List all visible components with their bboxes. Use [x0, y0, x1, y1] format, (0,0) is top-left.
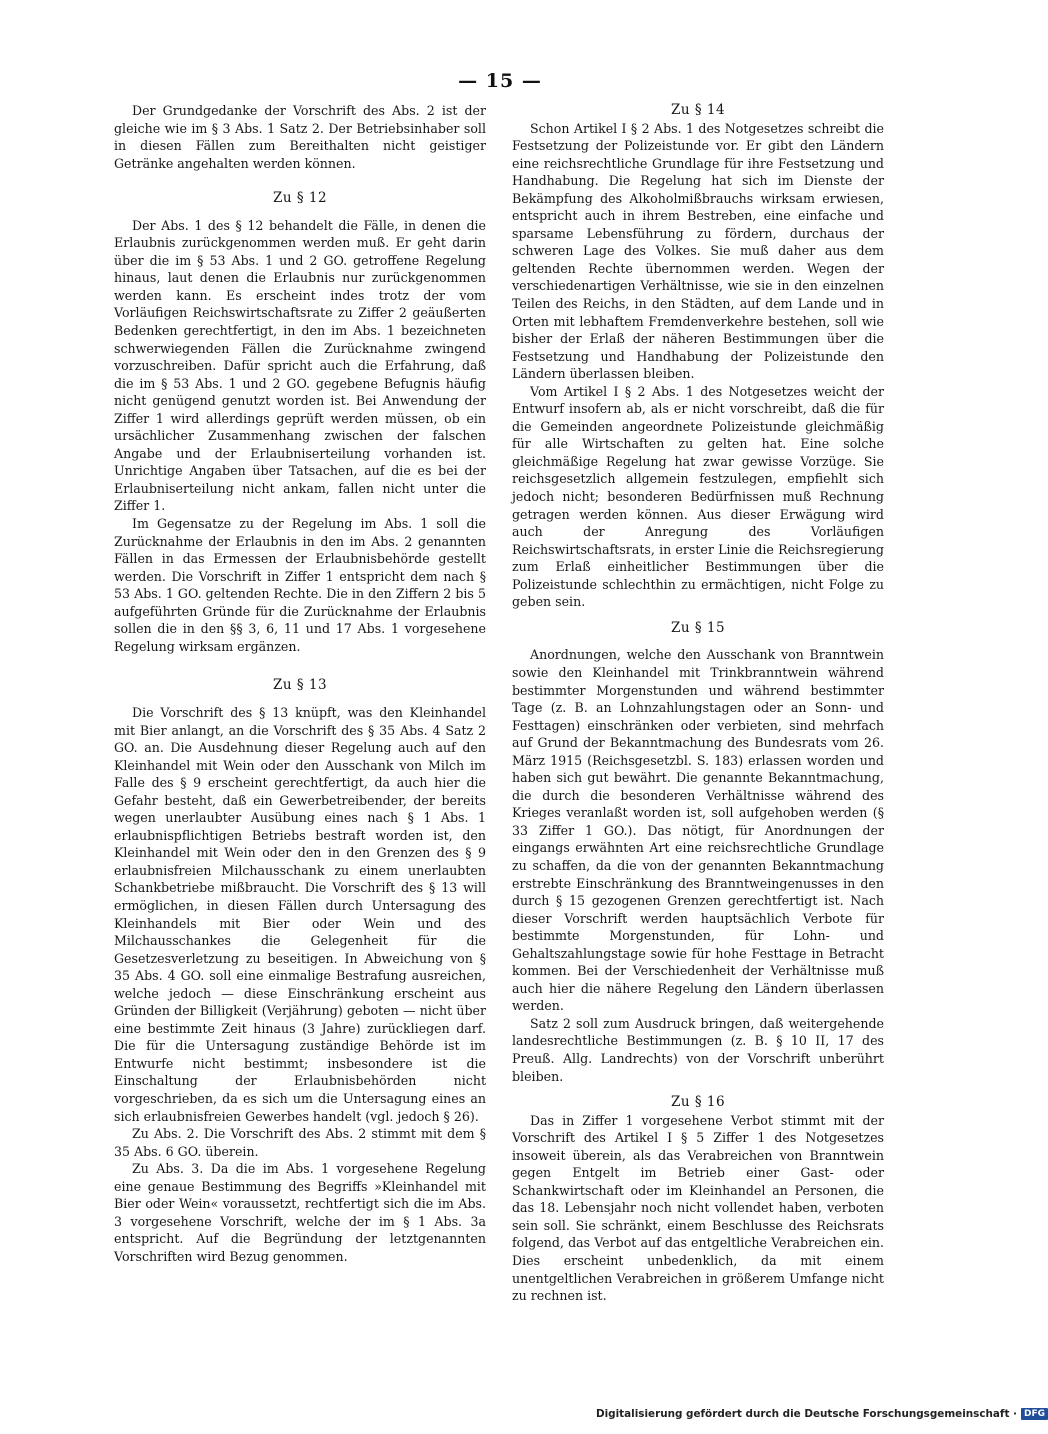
section-14-paragraph-2: Vom Artikel I § 2 Abs. 1 des Notgesetzes weicht der Entwurf insofern ab, als er nicht vorschreibt, daß die für die Gemeinden angeordnete Polizeistunde gleichmäßig für alle Wirtschaften zu gelten hat. Eine solche gleichmäßige Regelung hat zwar gewisse Vorzüge. Sie reichsgesetzlich allgemein festzulegen, empfiehlt sich jedoch nicht; besonderen Bedürfnissen muß Rechnung getragen werden können. Aus dieser Erwägung wird auch der Anregung des Vorläufigen Reichswirtschaftsrats, in erster Linie die Reichsregierung zum Erlaß einheitlicher Bestimmungen über die Polizeistunde schlechthin zu ermächtigen, nicht Folge zu geben sein.	[512, 383, 884, 610]
section-heading-16: Zu § 16	[670, 1094, 726, 1111]
page-number: — 15 —	[458, 70, 542, 92]
digitization-credit-text: Digitalisierung gefördert durch die Deutsche Forschungsgemeinschaft ·	[596, 1408, 1017, 1420]
section-12-paragraph-1: Der Abs. 1 des § 12 behandelt die Fälle, in denen die Erlaubnis zurückgenommen werden muß. Er geht darin über die im § 53 Abs. 1 und 2 GO. getroffene Regelung hinaus, laut denen die Erlaubnis nur zurückgenommen werden kann. Es erscheint indes trotz der vom Vorläufigen Reichswirtschaftsrate zu Ziffer 2 geäußerten Bedenken gerechtfertigt, in den im Abs. 1 bezeichneten schwerwiegenden Fällen die Zurücknahme zwingend vorzuschreiben. Dafür spricht auch die Erfahrung, daß die im § 53 Abs. 1 und 2 GO. gegebene Befugnis häufig nicht genügend genutzt worden ist. Bei Anwendung der Ziffer 1 wird allerdings geprüft werden müssen, ob ein ursächlicher Zusammenhang zwischen der falschen Angabe und der Erlaubniserteilung vorhanden ist. Unrichtige Angaben über Tatsachen, auf die es bei der Erlaubniserteilung nicht ankam, fallen nicht unter die Ziffer 1.	[114, 217, 486, 514]
section-15-paragraph-1: Anordnungen, welche den Ausschank von Branntwein sowie den Kleinhandel mit Trinkbranntwein während bestimmter Morgenstunden und während bestimmter Tage (z. B. an Lohnzahlungstagen oder an Sonn- und Festtagen) einschränken oder verbieten, sind mehrfach auf Grund der Bekanntmachung des Bundesrats vom 26. März 1915 (Reichsgesetzbl. S. 183) erlassen worden und haben sich gut bewährt. Die genannte Bekanntmachung, die durch die besonderen Verhältnisse während des Krieges veranlaßt worden ist, soll aufgehoben werden (§ 33 Ziffer 1 GO.). Das nötigt, für Anordnungen der eingangs erwähnten Art eine reichsrechtliche Grundlage zu schaffen, da die von der genannten Bekanntmachung erstrebte Einschränkung des Branntweingenusses in den durch § 15 gezogenen Grenzen gerechtfertigt ist. Nach dieser Vorschrift werden hauptsächlich Verbote für bestimmte Morgenstunden, für Lohn- und Gehaltszahlungstage sowie für hohe Festtage in Betracht kommen. Bei der Verschiedenheit der Verhältnisse muß auch hier die nähere Regelung den Ländern überlassen werden.	[512, 647, 884, 1014]
section-heading-13: Zu § 13	[272, 677, 328, 694]
section-heading-12: Zu § 12	[272, 190, 328, 207]
section-14-paragraph-1: Schon Artikel I § 2 Abs. 1 des Notgesetzes schreibt die Festsetzung der Polizeistunde vor. Er gibt den Ländern eine reichsrechtliche Grundlage für ihre Festsetzung und Handhabung. Die Regelung hat sich im Dienste der Bekämpfung des Alkoholmißbrauchs wirksam erwiesen, entspricht auch in ihrem Bestreben, eine einfache und sparsame Lebensführung zu fördern, durchaus der schweren Lage des Volkes. Sie muß daher aus dem geltenden Rechte übernommen werden. Wegen der verschiedenartigen Verhältnisse, wie sie in den einzelnen Teilen des Reichs, in den Städten, auf dem Lande und in Orten mit lebhaftem Fremdenverkehre bestehen, soll wie bisher der Erlaß der näheren Bestimmungen über die Festsetzung und Handhabung der Polizeistunde den Ländern überlassen bleiben.	[512, 120, 884, 382]
section-heading-15: Zu § 15	[670, 619, 726, 636]
section-15-paragraph-2: Satz 2 soll zum Ausdruck bringen, daß weitergehende landesrechtliche Bestimmungen (z. B. § 10 II, 17 des Preuß. Allg. Landrechts) von der Vorschrift unberührt bleiben.	[512, 1015, 884, 1084]
section-heading-14: Zu § 14	[670, 102, 726, 118]
dfg-logo: DFG	[1021, 1408, 1048, 1420]
left-column	[114, 102, 486, 1265]
intro-paragraph: Der Grundgedanke der Vorschrift des Abs. 2 ist der gleiche wie im § 3 Abs. 1 Satz 2. Der Betriebsinhaber soll in diesen Fällen zum Bereithalten nicht geistiger Getränke angehalten werden können.	[114, 103, 486, 171]
section-12-paragraph-2: Im Gegensatze zu der Regelung im Abs. 1 soll die Zurücknahme der Erlaubnis in den im Abs. 2 genannten Fällen in das Ermessen der Erlaubnisbehörde gestellt werden. Die Vorschrift in Ziffer 1 entspricht dem nach § 53 Abs. 1 GO. geltenden Rechte. Die in den Ziffern 2 bis 5 aufgeführten Gründe für die Zurücknahme der Erlaubnis sollen die in den §§ 3, 6, 11 und 17 Abs. 1 vorgesehene Regelung wirksam ergänzen.	[114, 516, 486, 654]
right-column	[512, 102, 884, 1305]
section-13-paragraph-1: Die Vorschrift des § 13 knüpft, was den Kleinhandel mit Bier anlangt, an die Vorschrift des § 35 Abs. 4 Satz 2 GO. an. Die Ausdehnung dieser Regelung auch auf den Kleinhandel mit Wein oder den Ausschank von Milch im Falle des § 9 erscheint gerechtfertigt, da auch hier die Gefahr besteht, daß ein Gewerbetreibender, der bereits wegen unerlaubter Ausübung eines nach § 1 Abs. 1 erlaubnispflichtigen Betriebs bestraft worden ist, den Kleinhandel mit Wein oder den in den Grenzen des § 9 erlaubnisfreien Milchausschank zu einem unerlaubten Schankbetriebe mißbraucht. Die Vorschrift des § 13 will ermöglichen, in diesen Fällen durch Untersagung des Kleinhandels mit Bier oder Wein und des Milchausschankes die Gelegenheit für die Gesetzesverletzung zu beseitigen. In Abweichung von § 35 Abs. 4 GO. soll eine einmalige Bestrafung ausreichen, welche jedoch — diese Einschränkung erscheint aus Gründen der Billigkeit (Verjährung) geboten — nicht über eine bestimmte Zeit hinaus (3 Jahre) zurückliegen darf. Die für die Untersagung zuständige Behörde ist im Entwurfe nicht bestimmt; insbesondere ist die Einschaltung der Erlaubnisbehörden nicht vorgeschrieben, da es sich um die Untersagung eines an sich erlaubnisfreien Gewerbes handelt (vgl. jedoch § 26).	[114, 704, 486, 1124]
section-16-paragraph-1: Das in Ziffer 1 vorgesehene Verbot stimmt mit der Vorschrift des Artikel I § 5 Ziffer 1 des Notgesetzes insoweit überein, als das Verabreichen von Branntwein gegen Entgelt im Betrieb einer Gast- oder Schankwirtschaft oder im Kleinhandel an Personen, die das 18. Lebensjahr noch nicht vollendet haben, verboten sein soll. Sie schränkt, einem Beschlusse des Reichsrats folgend, das Verbot auf das entgeltliche Verabreichen ein. Dies erscheint unbedenklich, da mit einem unentgeltlichen Verabreichen in größerem Umfange nicht zu rechnen ist.	[512, 1112, 884, 1304]
section-13-paragraph-2: Zu Abs. 2. Die Vorschrift des Abs. 2 stimmt mit dem § 35 Abs. 6 GO. überein.	[114, 1126, 486, 1159]
section-13-paragraph-3: Zu Abs. 3. Da die im Abs. 1 vorgesehene Regelung eine genaue Bestimmung des Begriffs »Kleinhandel mit Bier oder Wein« voraussetzt, rechtfertigt sich die im Abs. 3 vorgesehene Vorschrift, welche der im § 1 Abs. 3a entspricht. Auf die Begründung der letztgenannten Vorschriften wird Bezug genommen.	[114, 1161, 486, 1264]
digitization-credit	[596, 1408, 1048, 1420]
